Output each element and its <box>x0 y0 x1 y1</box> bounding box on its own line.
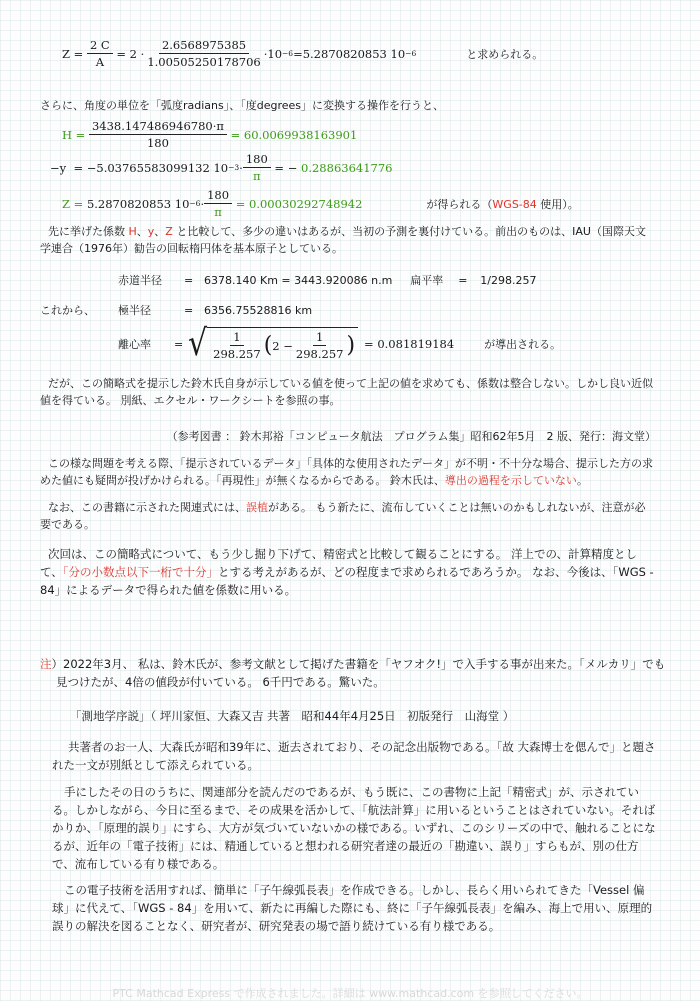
intro-text: さらに、角度の単位を「弧度radians」、「度degrees」に変換する操作を行うと、 <box>40 99 445 112</box>
eccentricity-value: = 0.081819184 <box>364 337 455 351</box>
eq-z-lhs: Z = <box>62 46 84 61</box>
book-title: 「測地学序説」（ 坪川家恒、大森又吉 共著 昭和44年4月25日 初版発行 山海堂 ） <box>70 709 515 723</box>
equatorial-radius-value: 6378.140 Km = 3443.920086 n.m <box>204 273 393 287</box>
equation-h: H = $\frac{3438.147486946780\cdot\pi}{180}$ = 60.0069938163901 <box>62 119 358 150</box>
eq-z-result: =5.2870820853 10 <box>293 46 406 61</box>
eccentricity-row: 離心率 = √ $\frac{1}{298.257}$ ( 2 − $\frac{1}{298.257}$ ) = 0.081819184 が導出される。 <box>118 322 562 365</box>
eq-z-fraction-1: $\frac{2 C}{A}$ <box>87 38 113 69</box>
note-tag: 注 <box>40 657 52 671</box>
equation-z-coefficient: Z = $\frac{2 C}{A}$ = 2 · $\frac{2.6568975385}{1.00505250178706}$ ·10 −6 =5.2870820853 10 −6 と求められる。 <box>62 38 544 69</box>
mathcad-watermark: PTC Mathcad Express で作成されました。詳細は www.mathcad.com を参照してください。 <box>112 987 588 1000</box>
eq-z-fraction-2: $\frac{2.6568975385}{1.00505250178706}$ <box>147 38 261 69</box>
polar-radius-value: 6356.75528816 km <box>204 303 313 317</box>
reference-citation: （参考図書 ： 鈴木邦裕「コンピュータ航法 プログラム集」昭和62年5月 2 版、発行：海文堂） <box>166 430 656 443</box>
paragraph-meridian-table: この電子技術を活用すれば、簡単に「子午線弧長表」を作成できる。しかし、長らく用いられてきた「Vessel 偏球」に代えて、「WGS - 84」を用いて、新たに再編した際にも、終に「子午線弧長表」を編み、海上で用い、原理的誤りの解決を図ることなく、研究者が、研究発表の場で語り続けている有り様である。 <box>52 883 653 933</box>
polar-radius-row: 極半径 = 6356.75528816 km <box>118 303 313 317</box>
equatorial-radius-row: 赤道半径 = 6378.140 Km = 3443.920086 n.m 扁平率 = 1/298.257 <box>118 273 537 287</box>
paragraph-data-issue: この様な問題を考える際、「提示されているデータ」「具体的な使用されたデータ」が不明・不十分な場合、提示した方の求めた値にも疑問が投げかけられる。「再現性」が無くなるからである。 鈴木氏は、導出の過程を示していない。 <box>40 457 653 487</box>
equation-y: −y = −5.03765583099132 10 −3 · $\frac{180}{\pi}$ = − 0.28863641776 <box>50 152 393 183</box>
paragraph-coauthor: 共著者のお一人、大森氏が昭和39年に、逝去されており、その記念出版物である。「故 大森博士を偲んで」と題された一文が別紙として添えられている。 <box>52 740 656 772</box>
from-this-label: これから、 <box>40 304 95 317</box>
paragraph-coefficients: 先に挙げた係数 H、y、Z と比較して、多少の違いはあるが、当初の予測を裏付けている。前出のものは、IAU（国際天文学連合（1976年）勧告の回転楕円体を基本原子としている。 <box>40 225 646 255</box>
eq-h-result: 60.0069938163901 <box>243 127 358 142</box>
note-paragraph: 注）2022年3月、 私は、鈴木氏が、参考文献として掲げた書籍を「ヤフオク!」で入手する事が出来た。「メルカリ」でも見つけたが、4倍の値段が付いている。 6千円である。驚いた。 <box>40 657 666 689</box>
paragraph-precise-formula: 手にしたその日のうちに、関連部分を読んだのであるが、もう既に、この書物に上記「精密式」が、示されている。しかしながら、今日に至るまで、その成果を活かして、「航法計算」に用いるということはされていない。そればかりか、「原理的誤り」にすら、大方が気づいていないかの様である。いずれ、このシリーズの中で、触れることになるが、近年の「電子技術」には、精通していると想われる研究者達の最近の「勘違い、誤り」すらもが、別の仕方で、流布している有り様である。 <box>52 785 656 871</box>
eccentricity-formula: √ $\frac{1}{298.257}$ ( 2 − $\frac{1}{298.257}$ ) <box>188 327 358 361</box>
equation-z-degrees: Z = 5.2870820853 10 −6 · $\frac{180}{\pi}$ = 0.00030292748942 が得られる（WGS-84 使用）。 <box>62 188 579 219</box>
eq-y-result: 0.28863641776 <box>301 160 393 175</box>
paragraph-approximation: だが、この簡略式を提示した鈴木氏自身が示している値を使って上記の値を求めても、係数は整合しない。しかし良い近似値を得ている。 別紙、エクセル・ワークシートを参照の事。 <box>40 377 653 407</box>
paragraph-next-time: 次回は、この簡略式について、もう少し掘り下げて、精密式と比較して観ることにする。 洋上での、計算精度として、「分の小数点以下一桁で十分」とする考えがあるが、どの程度まで求められるであろうか。 なお、今後は、「WGS - 84」によるデータで得られた値を係数に用いる。 <box>40 547 654 597</box>
eq-z2-result: 0.00030292748942 <box>249 196 363 211</box>
paragraph-misprint: なお、この書籍に示された関連式には、誤植がある。 もう新たに、流布していくことは無いのかもしれないが、注意が必要である。 <box>40 501 646 531</box>
flattening-value: 1/298.257 <box>480 273 537 287</box>
